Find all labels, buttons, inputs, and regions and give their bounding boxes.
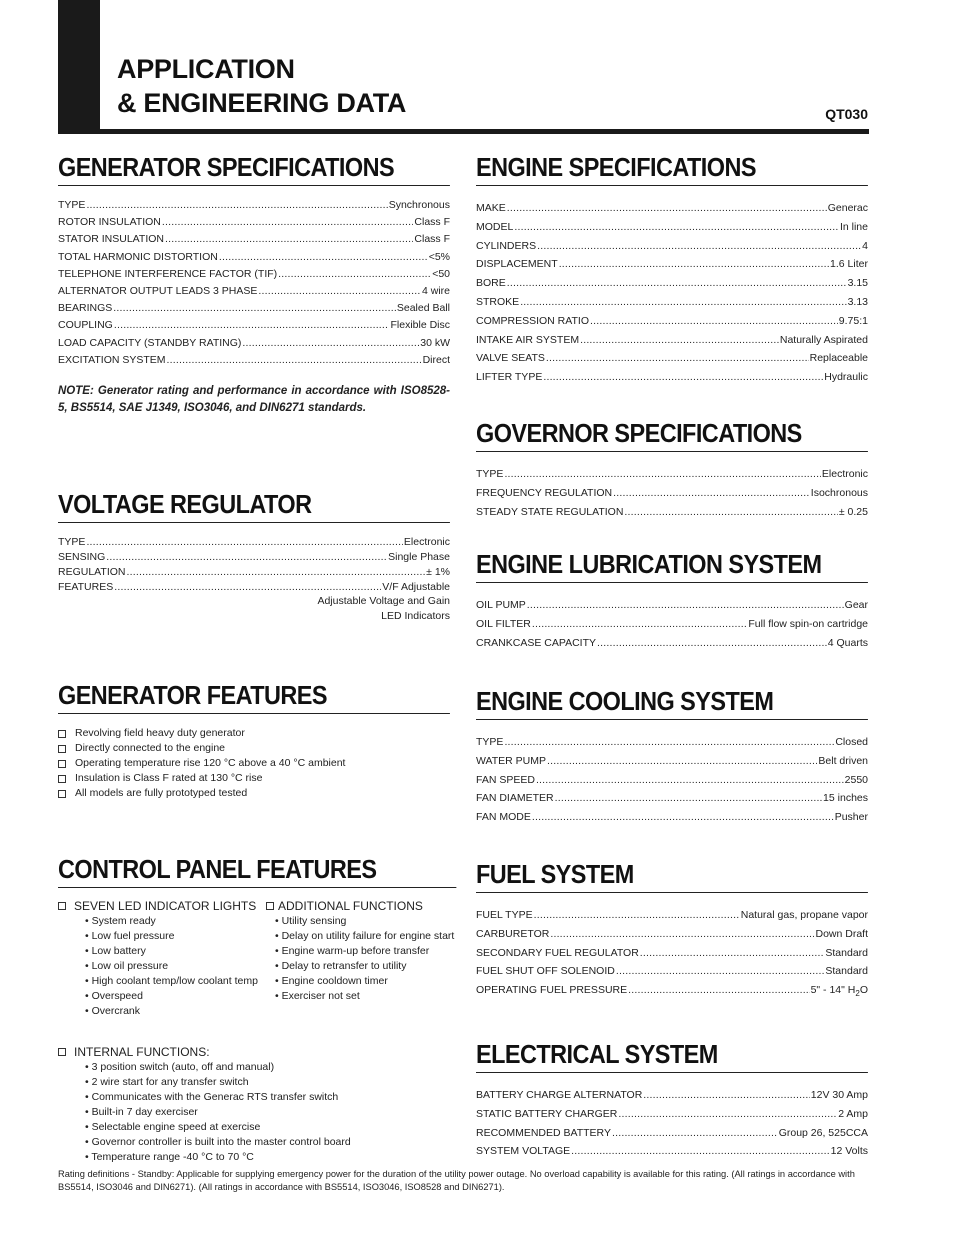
spec-label: ROTOR INSULATION — [58, 216, 161, 229]
spec-value: Group 26, 525CCA — [778, 1126, 868, 1139]
spec-row — [58, 302, 450, 315]
spec-label: DISPLACEMENT — [476, 258, 558, 271]
list-item: • Low battery — [85, 944, 268, 959]
leader-dots — [612, 1127, 778, 1140]
section-title: ELECTRICAL SYSTEM — [476, 1041, 868, 1073]
checkbox-icon — [58, 790, 66, 798]
spec-row — [58, 268, 450, 281]
spec-value: Pusher — [834, 811, 868, 824]
feature-extra: Adjustable Voltage and Gain — [317, 595, 450, 607]
spec-value: 4 Quarts — [827, 637, 868, 649]
spec-value: Sealed Ball — [396, 302, 450, 315]
spec-value: Down Draft — [815, 927, 868, 940]
leader-dots — [555, 792, 822, 805]
spec-label: EXCITATION SYSTEM — [58, 353, 166, 366]
list-item — [58, 741, 450, 756]
list-item: • Low fuel pressure — [85, 929, 268, 944]
spec-value: <5% — [428, 250, 450, 263]
title-line-1: APPLICATION — [117, 54, 295, 84]
list-item-text: Revolving field heavy duty generator — [75, 727, 245, 739]
spec-row — [58, 233, 450, 246]
list-heading — [58, 898, 268, 914]
leader-dots — [126, 566, 425, 579]
leader-dots — [258, 285, 421, 298]
spec-label: CYLINDERS — [476, 239, 537, 252]
spec-label: CRANKCASE CAPACITY — [476, 637, 596, 649]
leader-dots — [242, 337, 419, 350]
spec-row — [476, 1108, 868, 1121]
leader-dots — [640, 947, 825, 960]
spec-rows — [58, 199, 450, 367]
title-line-2: & ENGINEERING DATA — [117, 88, 407, 118]
list-heading-text: ADDITIONAL FUNCTIONS — [278, 899, 423, 913]
list-item: • 2 wire start for any transfer switch — [85, 1075, 456, 1090]
spec-label: OIL PUMP — [476, 599, 526, 611]
control-panel-features — [58, 856, 456, 888]
spec-value: 2550 — [844, 773, 868, 786]
led-list — [58, 914, 268, 1019]
list-item: • Utility sensing — [275, 914, 462, 929]
spec-label: STROKE — [476, 295, 520, 308]
leader-dots — [507, 202, 827, 215]
spec-value: 3.13 — [847, 295, 868, 308]
section-title: ENGINE COOLING SYSTEM — [476, 688, 868, 720]
leader-dots — [624, 506, 837, 519]
list-item: • Selectable engine speed at exercise — [85, 1120, 456, 1135]
engine-specifications — [476, 154, 868, 384]
list-item — [58, 726, 450, 741]
spec-value — [811, 984, 868, 997]
spec-rows — [476, 736, 868, 824]
spec-label: VALVE SEATS — [476, 352, 545, 365]
checkbox-icon — [58, 730, 66, 738]
spec-label: TYPE — [58, 536, 86, 548]
spec-value: Gear — [844, 599, 868, 611]
list-item: • High coolant temp/low coolant temp — [85, 974, 268, 989]
section-title: CONTROL PANEL FEATURES — [58, 856, 456, 888]
spec-label: COMPRESSION RATIO — [476, 314, 589, 327]
generator-features — [58, 682, 450, 801]
spec-value: ± 0.25 — [838, 506, 868, 518]
leader-dots — [559, 258, 829, 271]
leader-dots — [278, 268, 431, 281]
list-item: • Overcrank — [85, 1004, 268, 1019]
leader-dots — [507, 277, 847, 290]
list-item: • Built-in 7 day exerciser — [85, 1105, 456, 1120]
spec-label: STATOR INSULATION — [58, 233, 164, 246]
list-item: • Communicates with the Generac RTS transfer switch — [85, 1090, 456, 1105]
leader-dots — [106, 551, 387, 564]
spec-row — [476, 258, 868, 271]
spec-row — [58, 566, 450, 579]
list-item: • Temperature range -40 °C to 70 °C — [85, 1150, 456, 1165]
additional-functions — [266, 898, 462, 1004]
spec-rows — [58, 536, 450, 624]
leader-dots — [537, 240, 861, 253]
leader-dots — [628, 984, 809, 997]
leader-dots — [547, 755, 817, 768]
checkbox-icon — [58, 1048, 66, 1056]
leader-dots — [532, 811, 834, 824]
leader-dots — [613, 487, 810, 500]
spec-value: Natural gas, propane vapor — [740, 909, 868, 921]
spec-row — [58, 199, 450, 212]
engine-cooling-system — [476, 688, 868, 824]
spec-value: Generac — [827, 202, 868, 214]
spec-row — [476, 928, 868, 941]
feature-list — [58, 726, 450, 801]
leader-dots — [514, 221, 839, 234]
list-item-text: All models are fully prototyped tested — [75, 787, 248, 799]
list-heading — [58, 1044, 456, 1060]
list-item: • Exerciser not set — [275, 989, 462, 1004]
spec-rows — [476, 202, 868, 384]
spec-value: Belt driven — [818, 754, 868, 767]
list-item: • Governor controller is built into the master control board — [85, 1135, 456, 1150]
spec-rows — [476, 599, 868, 650]
spec-row — [476, 315, 868, 328]
spec-row — [58, 251, 450, 264]
leader-dots — [113, 302, 396, 315]
spec-row — [476, 1089, 868, 1102]
section-title: ENGINE LUBRICATION SYSTEM — [476, 551, 868, 583]
spec-label: STEADY STATE REGULATION — [476, 506, 624, 518]
section-title: FUEL SYSTEM — [476, 861, 868, 893]
spec-row — [476, 774, 868, 787]
spec-row — [476, 506, 868, 519]
section-title: VOLTAGE REGULATOR — [58, 491, 450, 523]
spec-label: FAN MODE — [476, 811, 531, 824]
spec-row — [58, 285, 450, 298]
spec-row — [476, 1145, 868, 1158]
spec-value: 9.75:1 — [838, 314, 868, 327]
spec-value: V/F Adjustable — [382, 581, 450, 593]
spec-label: RECOMMENDED BATTERY — [476, 1126, 611, 1139]
spec-row — [476, 965, 868, 978]
list-item-text: Insulation is Class F rated at 130 °C rise — [75, 772, 263, 784]
spec-label: SYSTEM VOLTAGE — [476, 1145, 571, 1158]
internal-functions — [58, 1044, 456, 1165]
spec-row — [58, 216, 450, 229]
rating-definitions: Rating definitions - Standby: Applicable for supplying emergency power for the duration of the utility power outage. No overload capability is available for this rating. (All ratings in accordance with BS5514, ISO3046 and DIN6271). (All ratings in accordance with BS5514, ISO3046, ISO8528 and DIN6271). — [58, 1169, 855, 1192]
spec-label: FUEL TYPE — [476, 909, 533, 921]
spec-row — [476, 599, 868, 612]
spec-row — [58, 319, 450, 332]
spec-label: TYPE — [476, 468, 504, 480]
spec-label: FUEL SHUT OFF SOLENOID — [476, 965, 615, 978]
spec-label: COUPLING — [58, 319, 113, 332]
spec-row — [476, 755, 868, 768]
header-black-bar — [58, 0, 100, 134]
list-item: • Delay to retransfer to utility — [275, 959, 462, 974]
spec-value: Direct — [422, 353, 450, 366]
pressure-value: 5" - 14" H — [810, 984, 856, 997]
leader-dots — [571, 1145, 829, 1158]
list-item: • 3 position switch (auto, off and manual) — [85, 1060, 456, 1075]
spec-row — [476, 371, 868, 384]
section-title: GENERATOR SPECIFICATIONS — [58, 154, 450, 186]
pressure-suffix: O — [859, 984, 868, 997]
spec-label: LOAD CAPACITY (STANDBY RATING) — [58, 336, 242, 349]
leader-dots — [550, 928, 814, 941]
voltage-regulator — [58, 491, 450, 624]
spec-value: Full flow spin-on cartridge — [748, 618, 868, 630]
spec-value: Flexible Disc — [390, 319, 450, 332]
leader-dots — [590, 315, 838, 328]
list-item: • Engine cooldown timer — [275, 974, 462, 989]
leader-dots — [162, 216, 414, 229]
spec-label: BORE — [476, 277, 506, 290]
leader-dots — [643, 1089, 809, 1102]
leader-dots — [546, 352, 809, 365]
spec-label: WATER PUMP — [476, 754, 546, 767]
spec-row — [476, 277, 868, 290]
checkbox-icon — [58, 760, 66, 768]
leader-dots — [536, 774, 844, 787]
engine-lubrication-system — [476, 551, 868, 650]
spec-label: TYPE — [58, 199, 86, 211]
section-title: GENERATOR FEATURES — [58, 682, 450, 714]
spec-row — [476, 792, 868, 805]
leader-dots — [165, 233, 413, 246]
pressure-subscript: 2 — [855, 989, 860, 999]
spec-value: 4 wire — [421, 284, 450, 297]
checkbox-icon — [58, 745, 66, 753]
list-item: • Engine warm-up before transfer — [275, 944, 462, 959]
spec-rows — [476, 909, 868, 997]
rating-note: NOTE: Generator rating and performance in accordance with ISO8528-5, BS5514, SAE J1349, ISO3046, and DIN6271 standards. — [58, 384, 450, 414]
list-item: • Overspeed — [85, 989, 268, 1004]
header-rule — [100, 129, 869, 134]
spec-row — [58, 551, 450, 564]
spec-row — [476, 736, 868, 749]
leader-dots — [616, 965, 825, 978]
leader-dots — [86, 536, 402, 549]
spec-row — [476, 240, 868, 253]
spec-row — [476, 947, 868, 960]
spec-row — [476, 296, 868, 309]
list-item: • Delay on utility failure for engine start — [275, 929, 462, 944]
spec-row — [476, 811, 868, 824]
spec-row — [476, 468, 868, 481]
spec-rows — [476, 1089, 868, 1158]
checkbox-icon — [58, 775, 66, 783]
leader-dots — [504, 468, 820, 481]
spec-row — [58, 581, 450, 594]
spec-value: 30 kW — [420, 336, 450, 349]
spec-row — [476, 202, 868, 215]
spec-row — [476, 352, 868, 365]
spec-row — [476, 909, 868, 922]
additional-list — [266, 914, 462, 1004]
spec-value: 2 Amp — [838, 1107, 868, 1120]
spec-label: MAKE — [476, 202, 506, 214]
list-item — [58, 756, 450, 771]
spec-label: MODEL — [476, 220, 514, 233]
spec-row — [476, 221, 868, 234]
list-item-text: Directly connected to the engine — [75, 742, 226, 754]
leader-dots — [543, 371, 823, 384]
spec-label: FAN SPEED — [476, 773, 535, 786]
led-indicator-lights — [58, 898, 268, 1019]
list-item: • System ready — [85, 914, 268, 929]
spec-value: In line — [839, 220, 868, 233]
leader-dots — [167, 354, 422, 367]
spec-row — [58, 536, 450, 549]
spec-value: 15 inches — [823, 792, 868, 805]
spec-value: Closed — [835, 736, 868, 748]
model-code: QT030 — [825, 106, 868, 122]
spec-value: 3.15 — [847, 277, 868, 290]
spec-label: INTAKE AIR SYSTEM — [476, 333, 580, 346]
spec-row — [58, 337, 450, 350]
leader-dots — [114, 581, 381, 594]
spec-row — [476, 637, 868, 650]
spec-row — [476, 984, 868, 997]
spec-value: 4 — [862, 239, 868, 252]
spec-value: Class F — [414, 216, 450, 229]
spec-value: Electronic — [403, 536, 450, 548]
list-heading-text: INTERNAL FUNCTIONS: — [74, 1045, 210, 1059]
spec-label: OPERATING FUEL PRESSURE — [476, 984, 628, 997]
checkbox-icon — [58, 902, 66, 910]
spec-label: LIFTER TYPE — [476, 371, 543, 384]
spec-value: Naturally Aspirated — [779, 333, 868, 346]
spec-label: ALTERNATOR OUTPUT LEADS 3 PHASE — [58, 284, 258, 297]
leader-dots — [219, 251, 428, 264]
list-item — [58, 771, 450, 786]
leader-dots — [580, 334, 779, 347]
leader-dots — [534, 909, 740, 922]
leader-dots — [114, 319, 390, 332]
spec-value: Standard — [825, 965, 868, 978]
spec-label: FEATURES — [58, 581, 114, 593]
spec-label: FREQUENCY REGULATION — [476, 487, 613, 499]
spec-value: Standard — [825, 946, 868, 959]
spec-label: FAN DIAMETER — [476, 792, 554, 805]
spec-row — [476, 618, 868, 631]
leader-dots — [520, 296, 846, 309]
section-title: ENGINE SPECIFICATIONS — [476, 154, 868, 186]
spec-value: Single Phase — [388, 551, 450, 563]
spec-value: 12V 30 Amp — [810, 1089, 868, 1101]
spec-label: REGULATION — [58, 566, 126, 578]
spec-label: OIL FILTER — [476, 618, 531, 630]
checkbox-icon — [266, 902, 274, 910]
leader-dots — [597, 637, 827, 650]
spec-label: BATTERY CHARGE ALTERNATOR — [476, 1089, 643, 1101]
fuel-system — [476, 861, 868, 997]
spec-value: Hydraulic — [824, 371, 868, 384]
document-title — [117, 52, 406, 120]
leader-dots — [618, 1108, 837, 1121]
electrical-system — [476, 1041, 868, 1158]
spec-label: BEARINGS — [58, 302, 113, 315]
spec-value: Isochronous — [810, 487, 868, 499]
spec-label: CARBURETOR — [476, 927, 550, 940]
list-item-text: Operating temperature rise 120 °C above a 40 °C ambient — [75, 757, 346, 769]
leader-dots — [532, 618, 748, 631]
governor-specifications — [476, 420, 868, 519]
spec-label: SECONDARY FUEL REGULATOR — [476, 946, 639, 959]
spec-label: STATIC BATTERY CHARGER — [476, 1107, 618, 1120]
list-item: • Low oil pressure — [85, 959, 268, 974]
spec-value: Electronic — [821, 468, 868, 480]
section-title: GOVERNOR SPECIFICATIONS — [476, 420, 868, 452]
leader-dots — [504, 736, 834, 749]
spec-label: TYPE — [476, 736, 504, 748]
spec-row — [476, 487, 868, 500]
spec-row — [476, 1127, 868, 1140]
list-heading — [266, 898, 462, 914]
spec-row — [476, 334, 868, 347]
spec-value: Synchronous — [388, 199, 450, 211]
spec-label: SENSING — [58, 551, 106, 563]
list-heading-text: SEVEN LED INDICATOR LIGHTS — [74, 899, 257, 913]
generator-specifications — [58, 154, 450, 417]
spec-value: 12 Volts — [830, 1145, 868, 1158]
leader-dots — [86, 199, 387, 212]
spec-rows — [476, 468, 868, 519]
spec-label: TELEPHONE INTERFERENCE FACTOR (TIF) — [58, 267, 278, 280]
spec-value: Class F — [414, 233, 450, 246]
spec-row — [58, 354, 450, 367]
spec-value: <50 — [432, 267, 450, 280]
internal-list — [58, 1060, 456, 1165]
spec-value: Replaceable — [809, 352, 868, 365]
leader-dots — [527, 599, 844, 612]
spec-value: ± 1% — [426, 566, 450, 578]
list-item — [58, 786, 450, 801]
feature-extra: LED Indicators — [381, 610, 450, 622]
spec-label: TOTAL HARMONIC DISTORTION — [58, 250, 218, 263]
spec-value: 1.6 Liter — [830, 258, 868, 271]
